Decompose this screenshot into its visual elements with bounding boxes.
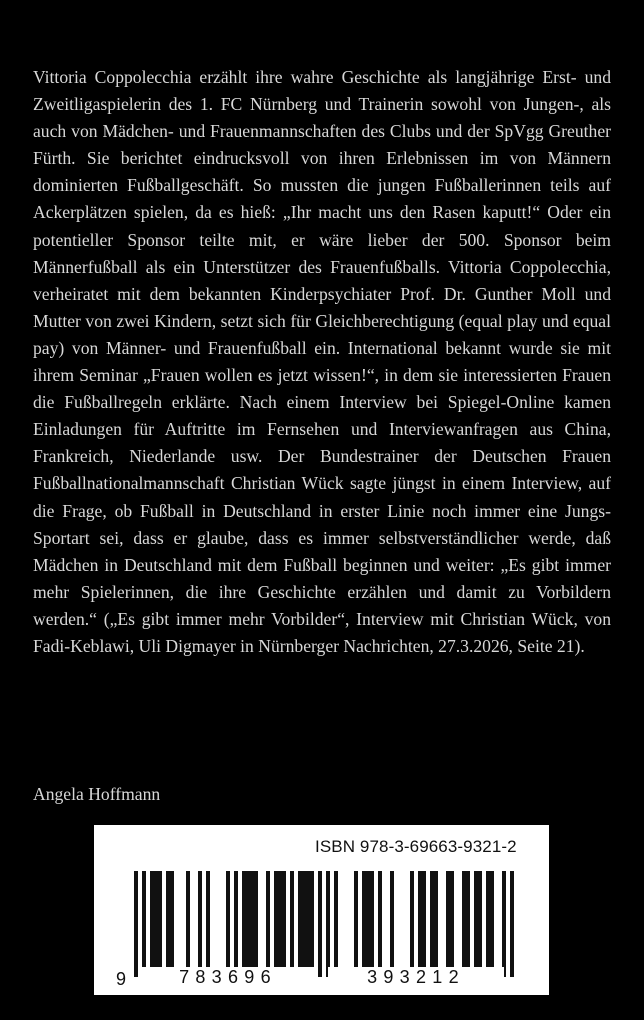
back-cover-blurb: Vittoria Coppolecchia erzählt ihre wahre Geschichte als langjährige Erst- und Zweitligaspielerin des 1. FC Nürnberg und Trainerin sowohl von Jungen-, als auch von Mädchen- und Frauenmannschaften des Clubs und der SpVgg Greuther Fürth. Sie berichtet eindrucksvoll von ihren Erlebnissen im von Männern dominierten Fußballgeschäft. So mussten die jungen Fußballerinnen teils auf Ackerplätzen spielen, da es hieß: „Ihr macht uns den Rasen kaputt!“ Oder ein potentieller Sponsor teilte mit, er wäre lieber der 500. Sponsor beim Männerfußball als ein Unterstützer des Frauenfußballs. Vittoria Coppolecchia, verheiratet mit dem bekannten Kinderpsychiater Prof. Dr. Gunther Moll und Mutter von zwei Kindern, setzt sich für Gleichberechtigung (equal play und equal pay) von Männer- und Frauenfußball ein. International bekannt wurde sie mit ihrem Seminar „Frauen wollen es jetzt wissen!“, in dem sie interessierten Frauen die Fußballregeln erklärte. Nach einem Interview bei Spiegel-Online kamen Einladungen für Auftritte im Fernsehen und Interviewanfragen aus China, Frankreich, Niederlande usw. Der Bundestrainer der Deutschen Frauen Fußballnationalmannschaft Christian Wück sagte jüngst in einem Interview, auf die Frage, ob Fußball in Deutschland in erster Linie noch immer eine Jungs-Sportart sei, dass er glaube, dass es immer selbstverständlicher werde, daß Mädchen in Deutschland mit dem Fußball beginnen und weiter: „Es gibt immer mehr Spielerinnen, die ihre Geschichte erzählen und damit zu Vorbildern werden.“ („Es gibt immer mehr Vorbilder“, Interview mit Christian Wück, von Fadi-Keblawi, Uli Digmayer in Nürnberger Nachrichten, 27.3.2026, Seite 21). bbox=[33, 67, 611, 656]
barcode-bar-15 bbox=[254, 871, 258, 967]
barcode-bar-46 bbox=[490, 871, 494, 967]
barcode-bar-9 bbox=[206, 871, 210, 967]
barcode-bar-11 bbox=[234, 871, 238, 967]
barcode-graphic bbox=[116, 871, 528, 977]
barcode-bar-28 bbox=[354, 871, 358, 967]
barcode-bar-47 bbox=[502, 871, 506, 977]
barcode-bar-43 bbox=[474, 871, 478, 967]
barcode-bar-45 bbox=[486, 871, 490, 967]
barcode-bar-42 bbox=[466, 871, 470, 967]
barcode-bar-37 bbox=[430, 871, 434, 967]
barcode-bar-35 bbox=[418, 871, 422, 967]
author-name: Angela Hoffmann bbox=[33, 784, 161, 804]
barcode-bar-16 bbox=[266, 871, 270, 967]
barcode-bar-4 bbox=[158, 871, 162, 967]
barcode-bar-14 bbox=[250, 871, 254, 967]
ean-left-group: 783696 bbox=[140, 967, 316, 987]
barcode-bar-1 bbox=[142, 871, 146, 977]
barcode-bar-34 bbox=[410, 871, 414, 967]
barcode-bar-12 bbox=[242, 871, 246, 967]
barcode-bar-41 bbox=[462, 871, 466, 967]
barcode-bar-38 bbox=[434, 871, 438, 967]
barcode-bar-23 bbox=[306, 871, 310, 967]
barcode-bar-2 bbox=[150, 871, 154, 967]
barcode-bar-20 bbox=[290, 871, 294, 967]
barcode-bar-27 bbox=[334, 871, 338, 967]
barcode-bar-30 bbox=[366, 871, 370, 967]
barcode-bar-25 bbox=[318, 871, 322, 977]
barcode-bar-13 bbox=[246, 871, 250, 967]
barcode-bar-7 bbox=[186, 871, 190, 967]
ean-right-group: 393212 bbox=[328, 967, 504, 987]
barcode-bar-6 bbox=[170, 871, 174, 967]
barcode-bar-29 bbox=[362, 871, 366, 967]
barcode-bar-8 bbox=[198, 871, 202, 967]
barcode-bar-40 bbox=[450, 871, 454, 967]
barcode-bar-36 bbox=[422, 871, 426, 967]
barcode-bar-48 bbox=[510, 871, 514, 977]
barcode-bar-32 bbox=[378, 871, 382, 967]
barcode-bar-26 bbox=[326, 871, 330, 977]
barcode-bar-10 bbox=[226, 871, 230, 967]
isbn-label: ISBN 978-3-69663-9321-2 bbox=[315, 837, 517, 856]
barcode-bar-39 bbox=[446, 871, 450, 967]
barcode-bar-31 bbox=[370, 871, 374, 967]
barcode-bar-22 bbox=[302, 871, 306, 967]
barcode-bar-21 bbox=[298, 871, 302, 967]
barcode-bar-24 bbox=[310, 871, 314, 967]
barcode-bar-44 bbox=[478, 871, 482, 967]
barcode-bar-19 bbox=[282, 871, 286, 967]
barcode-bar-18 bbox=[278, 871, 282, 967]
barcode-bars bbox=[116, 871, 528, 989]
barcode-bar-33 bbox=[390, 871, 394, 967]
barcode-bar-17 bbox=[274, 871, 278, 967]
isbn-barcode bbox=[94, 825, 549, 995]
barcode-bar-5 bbox=[166, 871, 170, 967]
ean-first-digit: 9 bbox=[116, 969, 127, 989]
barcode-bar-3 bbox=[154, 871, 158, 967]
barcode-bar-0 bbox=[134, 871, 138, 977]
